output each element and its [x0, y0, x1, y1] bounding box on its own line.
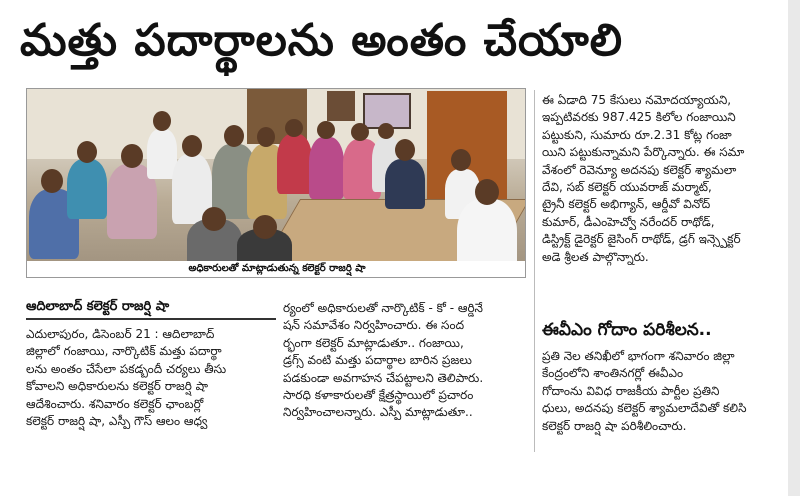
- photo-head: [475, 179, 499, 205]
- article-column-right-bottom: [542, 348, 782, 452]
- photo-head: [395, 139, 415, 161]
- subheading: ఈవీఎం గోదాం పరిశీలన..: [542, 320, 712, 340]
- article-line: యిని పట్టుకున్నామని పేర్కొన్నారు. ఈ సమా: [542, 145, 745, 160]
- article-line: లను అంతం చేసేలా పకడ్బందీ చర్యలు తీసు: [26, 361, 227, 376]
- article-line: కేంద్రంలోని శాంతినగర్లో ఈవీఎం: [542, 366, 684, 381]
- article-line: డ్రగ్స్ వంటి మత్తు పదార్థాల బారిన ప్రజలు: [283, 353, 472, 368]
- article-line: ధులు, అదనపు కలెక్టర్ శ్యామలాదేవితో కలిసి: [542, 401, 747, 416]
- article-column-middle: [283, 300, 528, 452]
- photo-head: [257, 127, 275, 147]
- article-line: అడె శ్రీలత పాల్గొన్నారు.: [542, 249, 649, 264]
- article-line: షన్ సమావేశం నిర్వహించారు. ఈ సంద: [283, 318, 465, 333]
- photo-head: [224, 125, 244, 147]
- photo-head: [153, 111, 171, 131]
- byline-rule: [26, 318, 276, 320]
- photo-head: [451, 149, 471, 171]
- column-divider: [534, 90, 535, 452]
- article-line: పడకుండా అవగాహన చేపట్టాలని తెలిపారు.: [283, 370, 484, 385]
- headline: మత్తు పదార్థాలను అంతం చేయాలి: [20, 15, 623, 66]
- photo-head: [121, 144, 143, 168]
- article-line: డిస్ట్రిక్ట్ డైరెక్టర్ జైసింగ్ రాథోడ్, డ్రగ్ ఇన్స్పెక్టర్: [542, 232, 741, 247]
- article-line: ఎదులాపురం, డిసెంబర్ 21 : ఆదిలాబాద్: [26, 327, 215, 341]
- article-line: ఇప్పటివరకు 987.425 కిలోల గంజాయిని: [542, 110, 736, 125]
- photo-head: [253, 215, 277, 239]
- photo-head: [182, 135, 202, 157]
- photo-person: [385, 159, 425, 209]
- photo-frame: [327, 91, 355, 121]
- photo-head: [351, 123, 369, 141]
- article-line: పట్టుకుని, సుమారు రూ.2.31 కోట్ల గంజా: [542, 127, 732, 142]
- article-line: కుమార్, డీఎంహెచ్వో నరేందర్ రాథోడ్,: [542, 214, 715, 229]
- article-column-right: [542, 92, 782, 302]
- article-line: ప్రతి నెల తనిఖీలో భాగంగా శనివారం జిల్లా: [542, 349, 735, 363]
- article-line: గోదాంను వివిధ రాజకీయ పార్టీల ప్రతిని: [542, 383, 720, 398]
- article-column-left: [26, 326, 276, 452]
- photo-head: [317, 121, 335, 139]
- article-line: జిల్లాలో గంజాయి, నార్కొటిక్ మత్తు పదార్థా: [26, 344, 222, 359]
- byline: ఆదిలాబాద్ కలెక్టర్ రాజర్షి షా: [26, 299, 170, 314]
- article-line: సారధి కళాకారులతో క్షేత్రస్థాయిలో ప్రచారం: [283, 388, 474, 403]
- article-line: కోవాలని అధికారులను కలెక్టర్ రాజర్షి షా: [26, 379, 209, 394]
- article-line: ర్యంలో అధికారులతో నార్కొటిక్ - కో - ఆర్డినే: [283, 301, 483, 315]
- article-line: ఆదేశించారు. శనివారం కలెక్టర్ ఛాంబర్లో: [26, 396, 204, 411]
- page-edge: [788, 0, 800, 496]
- photo-person: [67, 159, 107, 219]
- news-photo: [26, 88, 526, 278]
- article-line: వేశంలో రెవెన్యూ అదనపు కలెక్టర్ శ్యామలా: [542, 162, 737, 177]
- photo-head: [202, 207, 226, 231]
- photo-head: [41, 169, 63, 193]
- article-line: కలెక్టర్ రాజర్షి షా పరిశీలించారు.: [542, 418, 687, 433]
- photo-person: [277, 134, 312, 194]
- article-line: ర్భంగా కలెక్టర్ మాట్లాడుతూ.. గంజాయి,: [283, 335, 464, 350]
- article-line: నిర్వహించాలన్నారు. ఎస్పీ మాట్లాడుతూ..: [283, 405, 473, 420]
- article-line: దేవి, సబ్ కలెక్టర్ యువరాజ్ మర్మాట్,: [542, 180, 712, 195]
- article-line: ఈ ఏడాది 75 కేసులు నమోదయ్యాయని,: [542, 93, 732, 107]
- article-line: కలెక్టర్ రాజర్షి షా, ఎస్పీ గౌస్ ఆలం ఆధ్వ: [26, 414, 208, 429]
- photo-caption: అధికారులతో మాట్లాడుతున్న కలెక్టర్ రాజర్షి షా: [27, 261, 526, 277]
- photo-head: [285, 119, 303, 137]
- article-line: ట్రైనీ కలెక్టర్ అభిగ్యాన్, ఆర్డీవో వినోద్: [542, 197, 711, 212]
- photo-person: [309, 137, 344, 199]
- photo-head: [378, 123, 394, 139]
- photo-head: [77, 141, 97, 163]
